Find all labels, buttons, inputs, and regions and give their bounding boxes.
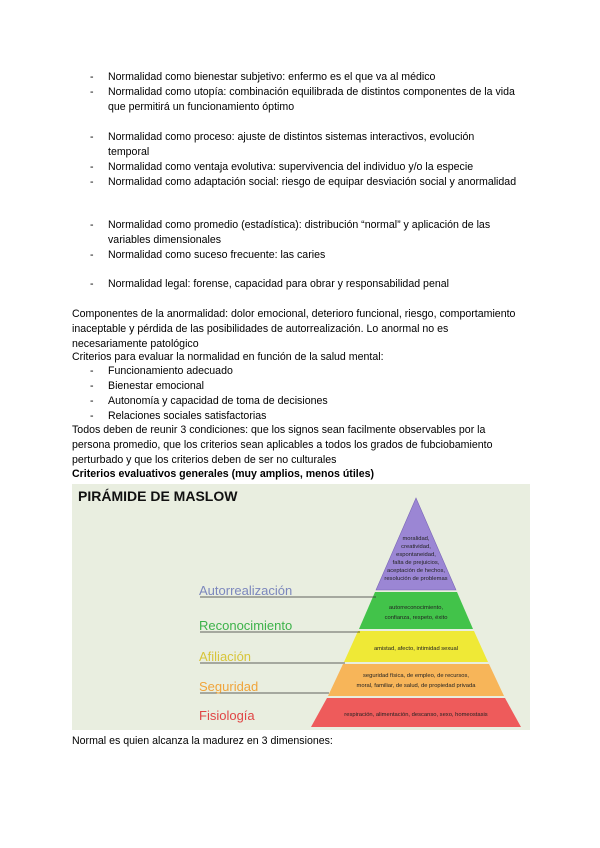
list-item: - Bienestar emocional (0, 379, 518, 394)
normalidad-list-2 (0, 130, 600, 190)
level-text-line: resolución de problemas (384, 576, 448, 582)
list-item: - Normalidad como utopía: combinación equilibrada de distintos componentes de la vida que permitirá un funcionamiento óptimo (0, 85, 518, 115)
pyramid-level-seguridad (328, 664, 504, 696)
level-text-line: espontaneidad, (396, 552, 436, 558)
level-label-fisiologia: Fisiología (199, 708, 255, 723)
level-label-autorrealizacion: Autorrealización (199, 583, 293, 598)
level-text-line: aceptación de hechos, (386, 568, 446, 574)
list-item: - Normalidad como adaptación social: riesgo de equipar desviación social y anormalidad (0, 175, 518, 190)
level-text-line: creatividad, (401, 544, 431, 550)
level-text-line: confianza, respeto, éxito (384, 615, 448, 621)
section-heading: Criterios evaluativos generales (muy amplios, menos útiles) (72, 468, 375, 480)
list-item: - Normalidad como promedio (estadística): distribución “normal” y aplicación de las variables dimensionales (0, 218, 518, 248)
level-text-line: moralidad, (402, 536, 430, 542)
level-text-afiliacion (374, 646, 458, 652)
pyramid-title: PIRÁMIDE DE MASLOW (78, 488, 238, 504)
level-text-line: amistad, afecto, intimidad sexual (373, 646, 459, 652)
list-item: - Normalidad como bienestar subjetivo: enfermo es el que va al médico (0, 70, 518, 85)
normalidad-list-1 (0, 70, 600, 115)
criterios-list (0, 364, 600, 424)
level-text-line: respiración, alimentación, descanso, sexo, homeostasis (344, 712, 488, 718)
level-text-line: seguridad física, de empleo, de recursos, (362, 673, 470, 679)
list-item: - Normalidad como proceso: ajuste de distintos sistemas interactivos, evolución temporal (0, 130, 518, 160)
level-text-line: falta de prejuicios, (392, 560, 440, 566)
componentes-paragraph: Componentes de la anormalidad: dolor emocional, deterioro funcional, riesgo, comportamiento inaceptable y pérdida de las posibilidades de autorrealización. Lo anormal no es necesariamente patológico (72, 308, 516, 350)
list-item: - Autonomía y capacidad de toma de decisiones (0, 394, 518, 409)
maslow-pyramid-figure (72, 484, 530, 730)
level-text-fisiologia (344, 712, 487, 718)
normalidad-list-3 (0, 218, 600, 263)
level-label-reconocimiento: Reconocimiento (199, 618, 293, 633)
condiciones-paragraph: Todos deben de reunir 3 condiciones: que los signos sean facilmente observables por la persona promedio, que los criterios sean aplicables a todos los grados de fubciobamiento perturbado y que los criterios deben de ser no culturales (72, 424, 493, 466)
list-item: - Funcionamiento adecuado (0, 364, 518, 379)
level-text-line: moral, familiar, de salud, de propiedad privada (356, 683, 476, 689)
list-item: - Normalidad como ventaja evolutiva: supervivencia del individuo y/o la especie (0, 160, 518, 175)
level-label-afiliacion: Afiliación (199, 649, 252, 664)
normalidad-list-4 (0, 277, 600, 292)
list-item: - Normalidad legal: forense, capacidad para obrar y responsabilidad penal (0, 277, 518, 292)
criterios-intro: Criterios para evaluar la normalidad en función de la salud mental: (72, 351, 384, 363)
level-label-seguridad: Seguridad (199, 679, 259, 694)
level-text-line: autorreconocimiento, (388, 605, 444, 611)
list-item: - Relaciones sociales satisfactorias (0, 409, 518, 424)
list-item: - Normalidad como suceso frecuente: las caries (0, 248, 518, 263)
final-paragraph: Normal es quien alcanza la madurez en 3 dimensiones: (72, 735, 333, 747)
